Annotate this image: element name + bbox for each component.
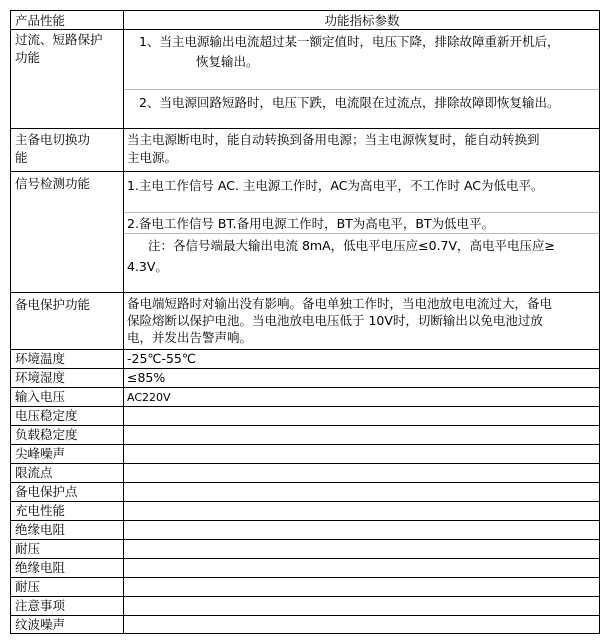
signal-text-1: 1.主电工作信号 AC. 主电源工作时，AC为高电平，不工作时 AC为低电平。 [127, 178, 544, 193]
switchover-text-1: 当主电源断电时，能自动转换到备用电源；当主电源恢复时，能自动转换到 [127, 132, 540, 147]
label-spike-noise: 尖峰噪声 [15, 446, 66, 461]
row-line [11, 387, 599, 388]
row-line [11, 349, 599, 350]
label-notes: 注意事项 [15, 598, 66, 613]
label-voltage-stability: 电压稳定度 [15, 408, 78, 423]
label-withstand-voltage-2: 耐压 [15, 579, 41, 594]
env-temperature-value: -25℃-55℃ [127, 351, 196, 366]
switchover-text-2: 主电源。 [127, 150, 178, 165]
row-line [11, 171, 599, 172]
signal-note-2: 4.3V。 [127, 259, 168, 274]
row-line [11, 29, 599, 30]
label-backup-protection: 备电保护功能 [15, 297, 91, 312]
label-input-voltage: 输入电压 [15, 389, 66, 404]
row-line [11, 520, 599, 521]
input-voltage-value: AC220V [127, 391, 171, 404]
cell-line [124, 89, 599, 90]
label-insulation-resistance-2: 绝缘电阻 [15, 560, 66, 575]
row-line [11, 501, 599, 502]
header-product-performance: 产品性能 [15, 13, 66, 28]
row-line [11, 615, 599, 616]
row-line [11, 425, 599, 426]
row-line [11, 444, 599, 445]
spec-table [10, 10, 600, 634]
row-line [11, 539, 599, 540]
label-insulation-resistance: 绝缘电阻 [15, 522, 66, 537]
row-line [11, 596, 599, 597]
row-line [11, 482, 599, 483]
label-overcurrent-line1: 过流、短路保护 [15, 32, 103, 47]
label-withstand-voltage: 耐压 [15, 541, 41, 556]
row-line [11, 558, 599, 559]
row-line [11, 577, 599, 578]
row-line [11, 292, 599, 293]
overcurrent-text-2: 2、当电源回路短路时，电压下跌，电流限在过流点，排除故障即恢复输出。 [139, 95, 560, 110]
row-line [11, 128, 599, 129]
label-ripple-noise: 纹波噪声 [15, 617, 66, 632]
label-current-limit: 限流点 [15, 465, 53, 480]
label-backup-protection-point: 备电保护点 [15, 484, 78, 499]
overcurrent-text-1a: 1、当主电源输出电流超过某一额定值时，电压下降，排除故障重新开机后， [139, 34, 560, 49]
label-charging-performance: 充电性能 [15, 503, 66, 518]
cell-line [124, 212, 599, 213]
header-function-parameters: 功能指标参数 [324, 13, 400, 28]
label-env-temperature: 环境温度 [15, 351, 66, 366]
row-line [11, 463, 599, 464]
signal-text-2: 2.备电工作信号 BT.备用电源工作时，BT为高电平，BT为低电平。 [127, 216, 495, 231]
overcurrent-text-1b: 恢复输出。 [196, 54, 259, 69]
label-overcurrent-line2: 功能 [15, 50, 41, 65]
label-env-humidity: 环境湿度 [15, 370, 66, 385]
label-switchover-line1: 主备电切换功 [15, 132, 91, 147]
label-signal-detection: 信号检测功能 [15, 176, 91, 191]
row-line [11, 406, 599, 407]
backup-text-2: 保险熔断以保护电池。当电池放电电压低于 10V时，切断输出以免电池过放 [127, 313, 543, 328]
signal-note-1: 注：各信号端最大输出电流 8mA，低电平电压应≤0.7V，高电平电压应≥ [148, 238, 556, 253]
cell-line [124, 233, 599, 234]
label-switchover-line2: 能 [15, 150, 28, 165]
backup-text-3: 电，并发出告警声响。 [127, 330, 253, 345]
backup-text-1: 备电端短路时对输出没有影响。备电单独工作时，当电池放电电流过大，备电 [127, 296, 553, 311]
label-load-stability: 负载稳定度 [15, 427, 78, 442]
row-line [11, 368, 599, 369]
env-humidity-value: ≤85% [127, 370, 166, 385]
